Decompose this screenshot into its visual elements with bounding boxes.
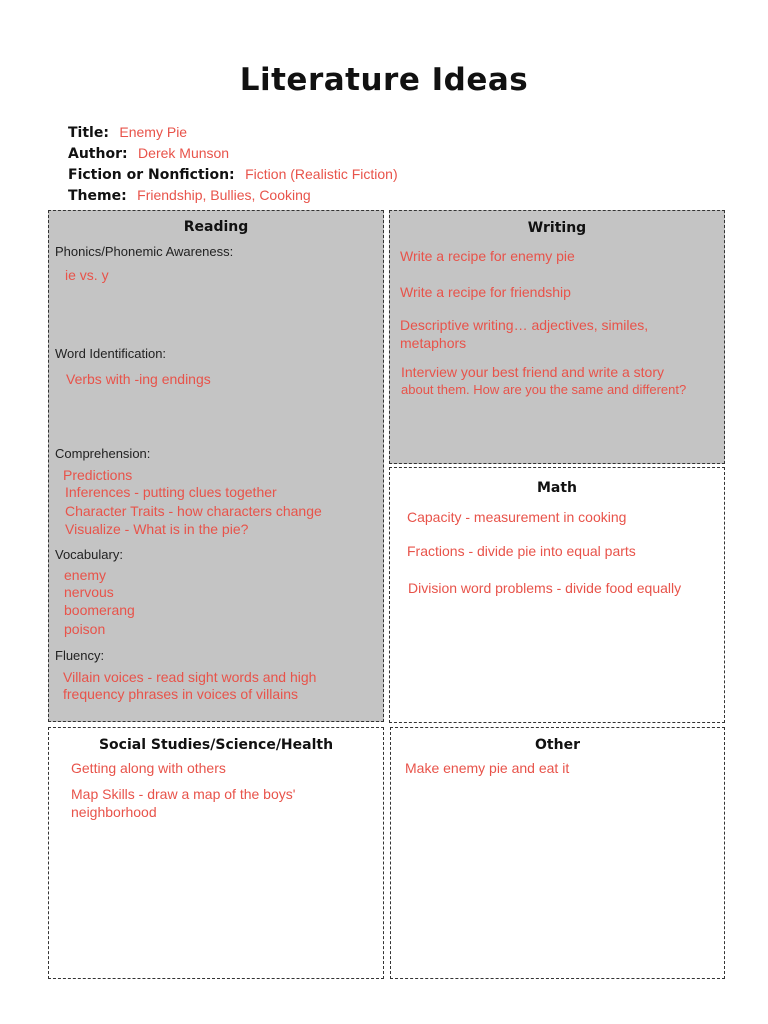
author-row <box>68 143 398 164</box>
vocabulary-item: boomerang <box>64 602 135 618</box>
title-value: Enemy Pie <box>119 124 188 140</box>
comprehension-item: Visualize - What is in the pie? <box>65 521 249 537</box>
comprehension-item: Character Traits - how characters change <box>65 503 322 519</box>
fluency-label: Fluency: <box>55 648 105 663</box>
vocabulary-label: Vocabulary: <box>55 547 123 562</box>
other-title: Other <box>535 737 580 753</box>
social-studies-box <box>48 727 384 979</box>
math-item: Fractions - divide pie into equal parts <box>407 543 636 559</box>
math-item: Capacity - measurement in cooking <box>407 509 627 525</box>
phonics-label: Phonics/Phonemic Awareness: <box>55 244 234 259</box>
comprehension-item: Inferences - putting clues together <box>65 484 277 500</box>
page-title: Literature Ideas <box>239 62 529 98</box>
math-item: Division word problems - divide food equally <box>408 580 682 596</box>
phonics-item: ie vs. y <box>65 267 109 283</box>
social-studies-title: Social Studies/Science/Health <box>98 737 334 753</box>
book-info <box>68 122 398 206</box>
vocabulary-item: enemy <box>64 567 107 583</box>
other-item: Make enemy pie and eat it <box>405 760 570 776</box>
fluency-item: frequency phrases in voices of villains <box>63 686 299 702</box>
comprehension-item: Predictions <box>63 467 133 483</box>
theme-row <box>68 185 398 206</box>
comprehension-label: Comprehension: <box>55 446 151 461</box>
word-id-label: Word Identification: <box>55 346 167 361</box>
title-row <box>68 122 398 143</box>
writing-item: about them. How are you the same and different? <box>401 382 687 397</box>
fluency-item: Villain voices - read sight words and high <box>63 669 317 685</box>
theme-label: Theme: <box>68 188 127 204</box>
genre-label: Fiction or Nonfiction: <box>68 167 235 183</box>
author-label: Author: <box>68 146 128 162</box>
reading-title: Reading <box>183 219 249 235</box>
title-label: Title: <box>68 125 109 141</box>
genre-row <box>68 164 398 185</box>
writing-item: metaphors <box>400 335 467 351</box>
writing-item: Interview your best friend and write a story <box>401 364 665 380</box>
other-box <box>390 727 725 979</box>
writing-item: Write a recipe for friendship <box>400 284 571 300</box>
social-item: neighborhood <box>71 804 157 820</box>
theme-value: Friendship, Bullies, Cooking <box>137 187 311 203</box>
reading-box <box>48 210 384 722</box>
author-value: Derek Munson <box>138 145 230 161</box>
math-title: Math <box>536 480 578 496</box>
writing-title: Writing <box>527 220 587 236</box>
writing-item: Write a recipe for enemy pie <box>400 248 575 264</box>
social-item: Map Skills - draw a map of the boys' <box>71 786 296 802</box>
vocabulary-item: poison <box>64 621 106 637</box>
writing-item: Descriptive writing… adjectives, similes, <box>400 317 649 333</box>
math-box <box>389 467 725 723</box>
writing-box <box>389 210 725 464</box>
genre-value: Fiction (Realistic Fiction) <box>245 166 398 182</box>
social-item: Getting along with others <box>71 760 226 776</box>
word-id-item: Verbs with -ing endings <box>66 371 211 387</box>
vocabulary-item: nervous <box>64 584 114 600</box>
